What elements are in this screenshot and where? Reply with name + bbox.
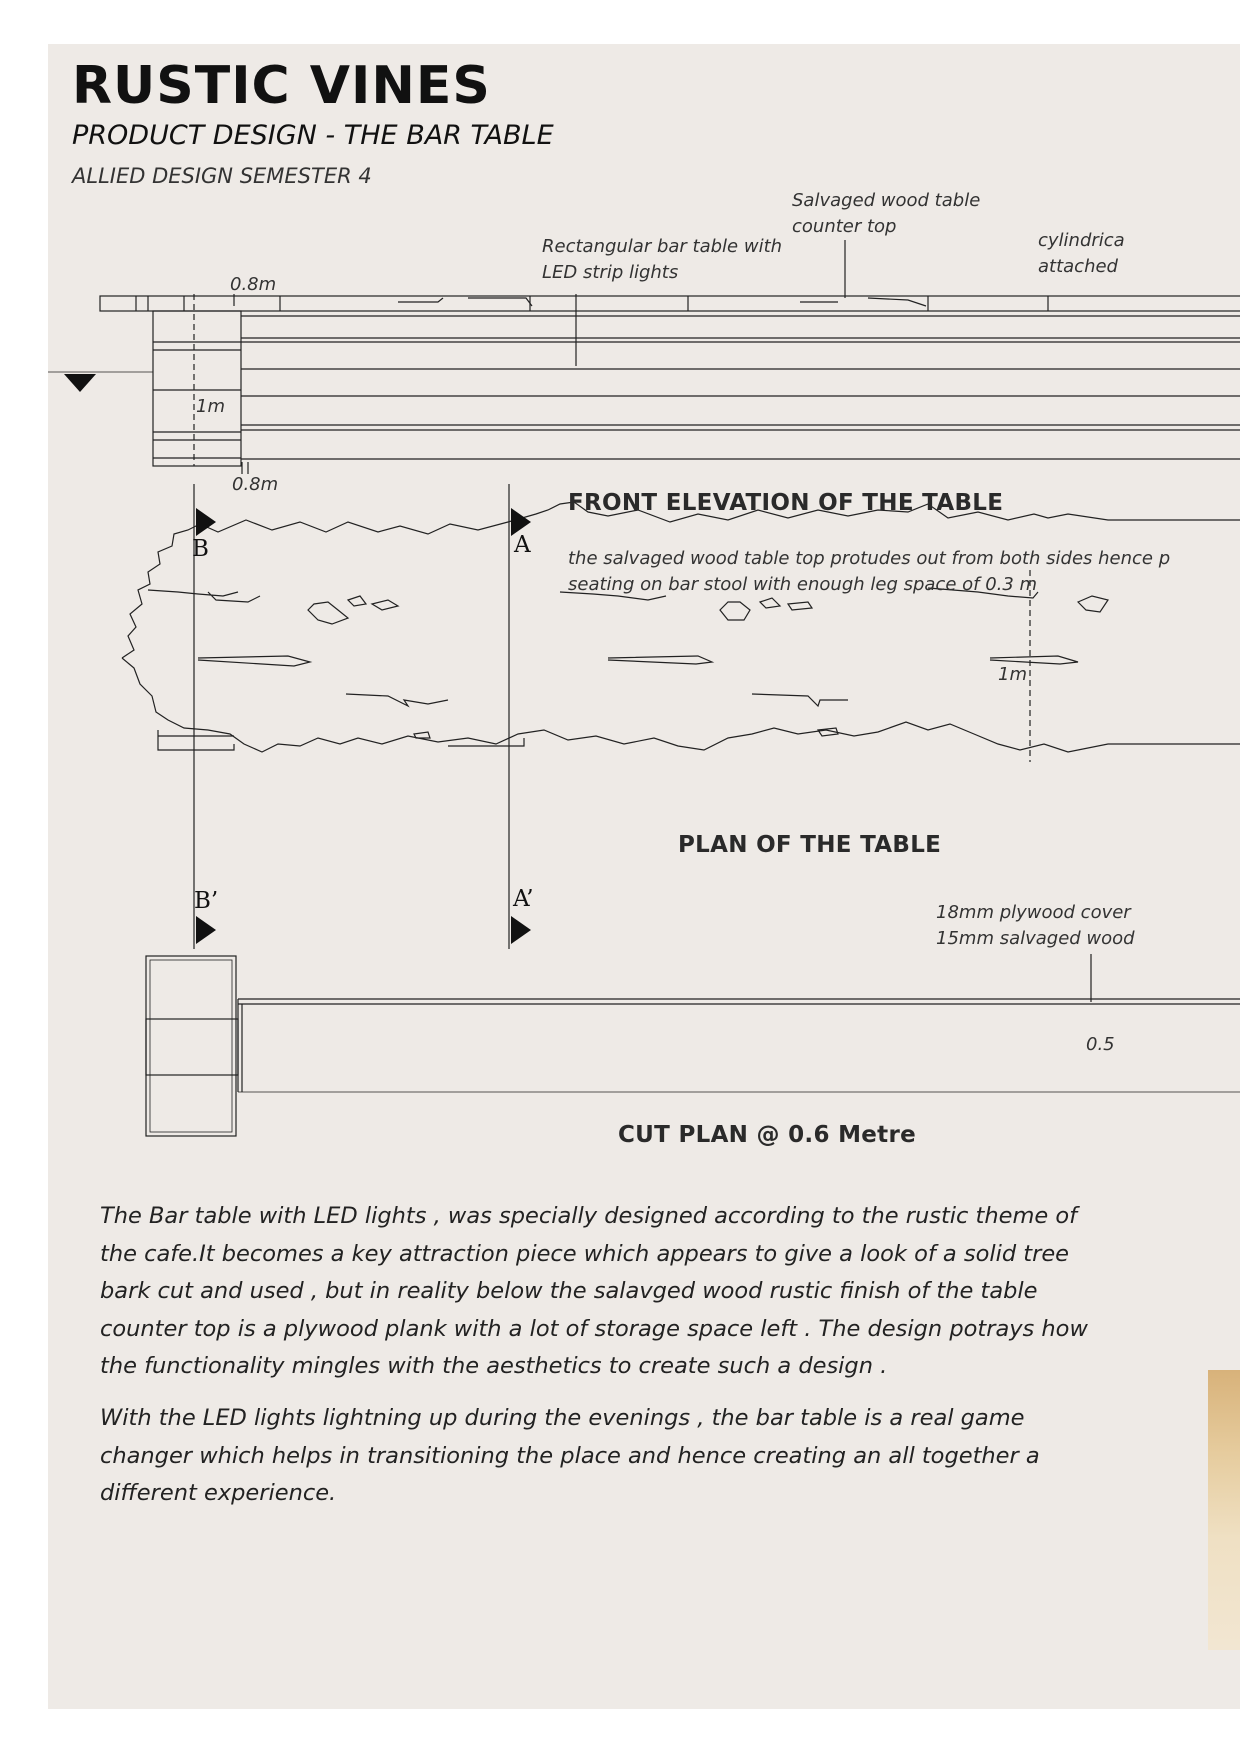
note-cyl-line-2: attached	[1038, 256, 1118, 277]
note-led-table	[542, 234, 782, 286]
layer-line-2: 15mm salvaged wood	[936, 928, 1135, 949]
drawing-sheet	[48, 44, 1240, 1709]
layer-line-1: 18mm plywood cover	[936, 902, 1131, 923]
dim-bottom-width: 0.8m	[232, 474, 279, 495]
section-label-a: A	[514, 532, 531, 558]
note-cut-plan-layers	[936, 900, 1135, 952]
section-label-b: B	[192, 536, 209, 562]
note-top-line-1: Salvaged wood table	[792, 190, 981, 211]
note-led-line-1: Rectangular bar table with	[542, 236, 783, 257]
project-subtitle: PRODUCT DESIGN - THE BAR TABLE	[72, 120, 554, 151]
note-cyl-line-1: cylindrica	[1038, 230, 1125, 251]
level-arrow-icon	[64, 374, 96, 392]
description-paragraph-1: The Bar table with LED lights , was specially designed according to the rustic theme of the cafe.It becomes a key attraction piece which appears to give a look of a solid tree bark cut and used , but in reality below the salavged wood rustic finish of the table counter top is a plywood plank with a lot of storage space left . The design potrays how the functionality mingles with the aesthetics to create such a design .	[100, 1203, 1088, 1379]
section-arrow-b-icon	[196, 508, 216, 536]
front-elevation-heading: FRONT ELEVATION OF THE TABLE	[568, 490, 1004, 516]
section-arrow-a-prime-icon	[511, 916, 531, 944]
cut-plan-drawing	[146, 954, 1240, 1136]
project-title: RUSTIC VINES	[72, 56, 491, 116]
section-label-b-prime: B’	[194, 888, 219, 914]
description-line-1: the salvaged wood table top protudes out from both sides hence p	[568, 548, 1171, 569]
bar-table-photo	[1208, 1370, 1240, 1650]
note-top-line-2: counter top	[792, 216, 897, 237]
dim-top-width: 0.8m	[230, 274, 277, 295]
front-elevation-description	[568, 546, 1170, 598]
cut-plan-heading: CUT PLAN @ 0.6 Metre	[618, 1122, 917, 1148]
dim-cut-plan: 0.5	[1086, 1034, 1115, 1055]
section-arrow-b-prime-icon	[196, 916, 216, 944]
description-line-2: seating on bar stool with enough leg space of 0.3 m	[568, 574, 1038, 595]
section-label-a-prime: A’	[513, 886, 534, 912]
note-cylindrical	[1038, 228, 1125, 280]
plan-heading: PLAN OF THE TABLE	[678, 832, 942, 858]
plan-drawing	[122, 502, 1240, 752]
dim-plan-width: 1m	[998, 664, 1027, 685]
note-led-line-2: LED strip lights	[542, 262, 679, 283]
semester-label: ALLIED DESIGN SEMESTER 4	[72, 164, 372, 188]
note-counter-top	[792, 188, 980, 240]
dim-height: 1m	[196, 396, 225, 417]
description-paragraph-2: With the LED lights lightning up during the evenings , the bar table is a real game changer which helps in transitioning the place and hence creating an all together a different experience.	[100, 1405, 1040, 1506]
